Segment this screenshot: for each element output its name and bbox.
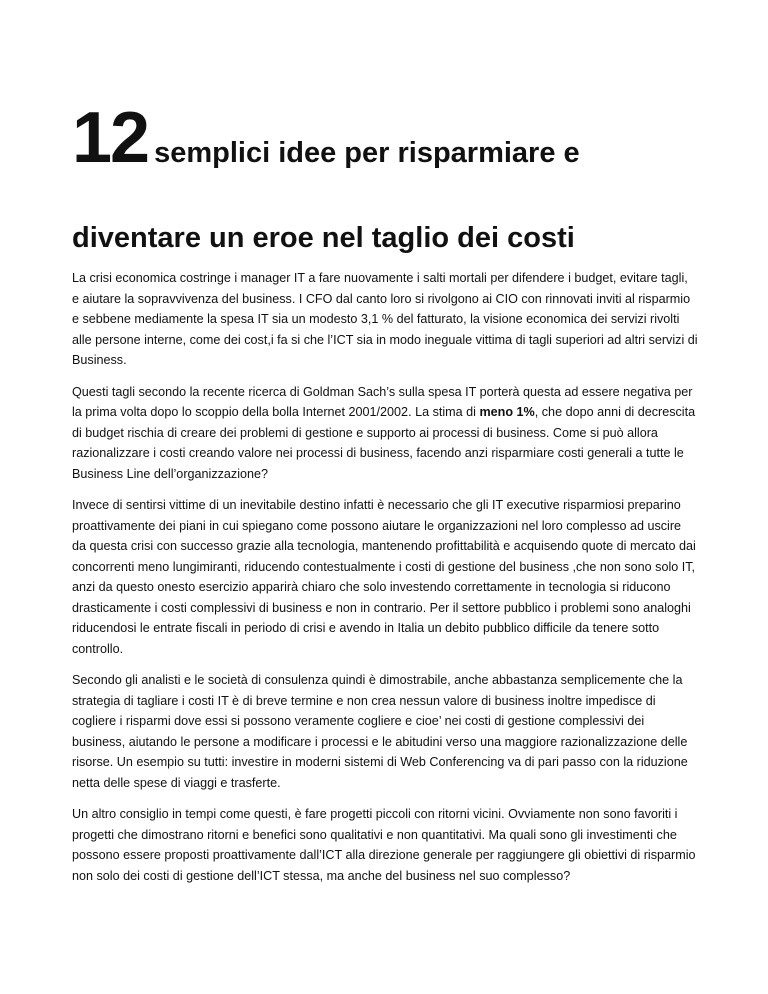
document-body: [72, 268, 698, 897]
title-text-line-1: semplici idee per risparmiare e: [154, 137, 580, 169]
document-title-line-1: [72, 98, 580, 178]
paragraph-2-before: Questi tagli secondo la recente ricerca di Goldman Sach’s sulla spesa IT porterà questa ad essere negativa per la prima volta dopo lo scoppio della bolla Internet 2001/2002. La stima di: [72, 384, 693, 419]
paragraph-2-after: , che dopo anni di decrescita di budget rischia di creare dei problemi di gestione e supporto ai processi di business. Come si può allora razionalizzare i costi creando valore nei processi di business, facendo anzi risparmiare costi generali a tutte le Business Line dell’organizzazione?: [72, 405, 696, 481]
title-number: 12: [72, 98, 149, 178]
paragraph-3: Invece di sentirsi vittime di un inevitabile destino infatti è necessario che gli IT executive risparmiosi preparino proattivamente dei piani in cui spiegano come possono aiutare le organizzazioni nel loro complesso ad uscire da questa crisi con successo grazie alla tecnologia, mantenendo profittabilità e acquisendo quote di mercato dai concorrenti meno lungimiranti, riducendo contestualmente i costi di gestione del business ,che non sono solo IT, anzi da questo onesto esercizio apparirà chiaro che solo investendo correttamente in tecnologia si riducono drasticamente i costi complessivi di business e non in contrario. Per il settore pubblico i problemi sono analoghi riducendosi le entrate fiscali in periodo di crisi e avendo in Italia un debito pubblico difficile da tenere sotto controllo.: [72, 498, 696, 656]
paragraph-2: [72, 382, 698, 485]
paragraph-5: Un altro consiglio in tempi come questi, è fare progetti piccoli con ritorni vicini. Ovviamente non sono favoriti i progetti che dimostrano ritorni e benefici sono qualitativi e non quantitativi. Ma quali sono gli investimenti che possono essere proposti proattivamente dall’ICT alla direzione generale per raggiungere gli obiettivi di risparmio non solo dei costi di gestione dell’ICT stessa, ma anche del business nel suo complesso?: [72, 807, 696, 883]
paragraph-1: La crisi economica costringe i manager IT a fare nuovamente i salti mortali per difendere i budget, evitare tagli, e aiutare la sopravvivenza del business. I CFO dal canto loro si rivolgono ai CIO con rinnovati inviti al risparmio e sebbene mediamente la spesa IT sia un modesto 3,1 % del fatturato, la visione economica dei servizi rivolti alle persone interne, come dei cost,i fa si che l’ICT sia in modo ineguale vittima di tagli superiori ad altri servizi di Business.: [72, 271, 698, 367]
paragraph-2-highlight: meno 1%: [479, 405, 535, 419]
document-title-line-2: diventare un eroe nel taglio dei costi: [72, 222, 575, 254]
paragraph-4: Secondo gli analisti e le società di consulenza quindi è dimostrabile, anche abbastanza semplicemente che la strategia di tagliare i costi IT è di breve termine e non crea nessun valore di business inoltre impedisce di cogliere i risparmi dove essi si possono veramente cogliere e cioe’ nei costi di gestione complessivi dei business, aiutando le persone a modificare i processi e le abitudini verso una maggiore razionalizzazione delle risorse. Un esempio su tutti: investire in moderni sistemi di Web Conferencing va di pari passo con la riduzione netta delle spese di viaggi e trasferte.: [72, 673, 688, 790]
